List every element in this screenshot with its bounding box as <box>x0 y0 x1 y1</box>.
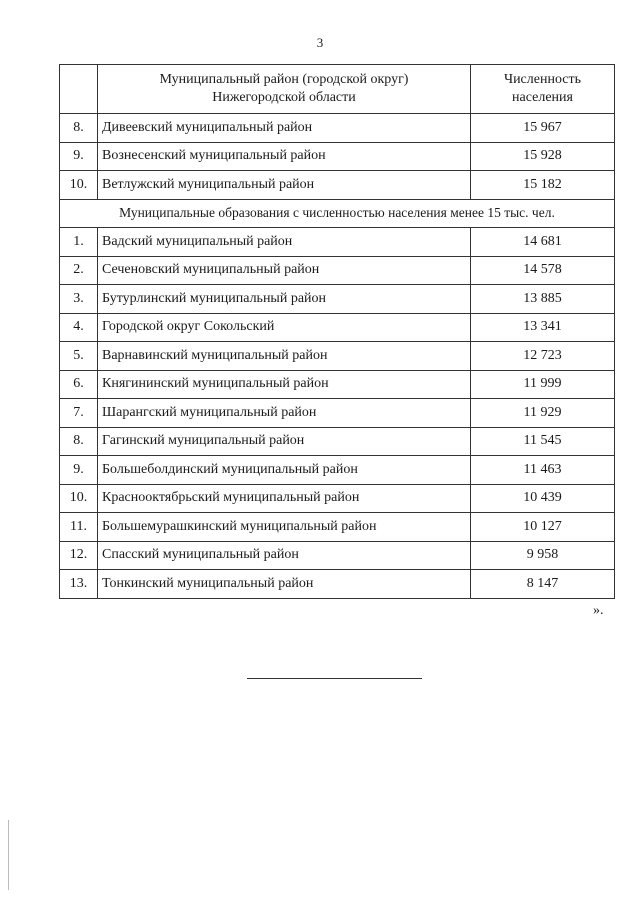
row-municipality: Бутурлинский муниципальный район <box>98 285 471 314</box>
header-municipality-line1: Муниципальный район (городской округ) <box>159 72 409 87</box>
row-number: 5. <box>60 342 98 371</box>
table-row <box>60 427 615 456</box>
row-municipality: Краснооктябрьский муниципальный район <box>98 484 471 513</box>
row-population: 11 999 <box>471 370 615 399</box>
row-municipality: Спасский муниципальный район <box>98 541 471 570</box>
row-population: 10 127 <box>471 513 615 542</box>
table-row <box>60 370 615 399</box>
table-row <box>60 456 615 485</box>
table-row <box>60 541 615 570</box>
header-population <box>471 65 615 114</box>
table-row <box>60 228 615 257</box>
table-row <box>60 114 615 143</box>
section-row <box>60 199 615 228</box>
row-number: 3. <box>60 285 98 314</box>
row-number: 1. <box>60 228 98 257</box>
row-municipality: Ветлужский муниципальный район <box>98 171 471 200</box>
row-number: 2. <box>60 256 98 285</box>
row-number: 12. <box>60 541 98 570</box>
row-population: 10 439 <box>471 484 615 513</box>
header-population-line1: Численность <box>503 72 582 87</box>
row-municipality: Гагинский муниципальный район <box>98 427 471 456</box>
page-number: 3 <box>316 35 324 50</box>
row-municipality: Большемурашкинский муниципальный район <box>98 513 471 542</box>
row-population: 12 723 <box>471 342 615 371</box>
row-number: 10. <box>60 484 98 513</box>
table-header-row <box>60 65 615 114</box>
table-row <box>60 285 615 314</box>
row-population: 13 885 <box>471 285 615 314</box>
row-number: 7. <box>60 399 98 428</box>
row-number: 11. <box>60 513 98 542</box>
table-row <box>60 570 615 599</box>
table-row <box>60 142 615 171</box>
row-number: 4. <box>60 313 98 342</box>
header-municipality <box>98 65 471 114</box>
table-row <box>60 342 615 371</box>
row-number: 9. <box>60 142 98 171</box>
row-municipality: Городской округ Сокольский <box>98 313 471 342</box>
row-number: 6. <box>60 370 98 399</box>
row-municipality: Сеченовский муниципальный район <box>98 256 471 285</box>
row-municipality: Тонкинский муниципальный район <box>98 570 471 599</box>
row-number: 8. <box>60 114 98 143</box>
row-population: 11 463 <box>471 456 615 485</box>
row-number: 9. <box>60 456 98 485</box>
closing-quote: ». <box>593 603 604 618</box>
row-number: 8. <box>60 427 98 456</box>
row-municipality: Вадский муниципальный район <box>98 228 471 257</box>
table-row <box>60 399 615 428</box>
scan-edge-mark <box>8 820 9 890</box>
row-population: 13 341 <box>471 313 615 342</box>
row-population: 9 958 <box>471 541 615 570</box>
row-municipality: Дивеевский муниципальный район <box>98 114 471 143</box>
table-row <box>60 256 615 285</box>
row-population: 15 928 <box>471 142 615 171</box>
header-municipality-line2: Нижегородской области <box>212 90 356 105</box>
row-population: 15 967 <box>471 114 615 143</box>
section-title <box>60 199 615 228</box>
row-population: 15 182 <box>471 171 615 200</box>
row-population: 14 681 <box>471 228 615 257</box>
row-number: 13. <box>60 570 98 599</box>
population-table <box>59 64 615 599</box>
row-population: 11 929 <box>471 399 615 428</box>
row-municipality: Варнавинский муниципальный район <box>98 342 471 371</box>
row-population: 8 147 <box>471 570 615 599</box>
row-number: 10. <box>60 171 98 200</box>
table-row <box>60 484 615 513</box>
header-number <box>60 65 98 114</box>
row-municipality: Большеболдинский муниципальный район <box>98 456 471 485</box>
table-row <box>60 171 615 200</box>
table-row <box>60 513 615 542</box>
signature-divider <box>247 678 422 679</box>
section-title-text: Муниципальные образования с численностью населения менее 15 тыс. чел. <box>119 204 555 220</box>
table-row <box>60 313 615 342</box>
row-population: 14 578 <box>471 256 615 285</box>
row-population: 11 545 <box>471 427 615 456</box>
row-municipality: Княгининский муниципальный район <box>98 370 471 399</box>
row-municipality: Вознесенский муниципальный район <box>98 142 471 171</box>
header-population-line2: населения <box>512 90 573 105</box>
row-municipality: Шарангский муниципальный район <box>98 399 471 428</box>
